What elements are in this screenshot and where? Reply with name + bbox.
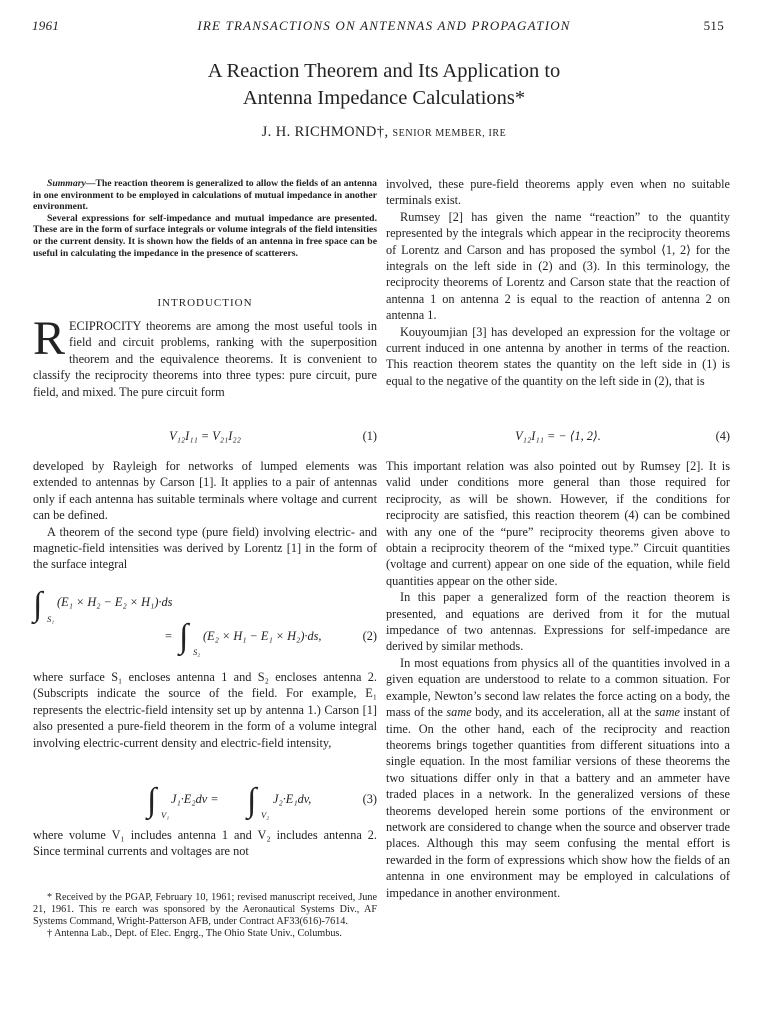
title-line-1: A Reaction Theorem and Its Application to xyxy=(207,60,561,82)
intro-text-block xyxy=(33,458,377,573)
right-paragraph-6-part-c: instant of time. On the other hand, each of the reciprocity and reaction theorems brings together quantities from different situations into a single equation. In the most familiar versions of these theorems the two situations differ only in that a battery and an ammeter have traded places in a network. In the generalized versions of these theorems developed herein some portions of the environment or network are considered to change when the source and observer trade places. Although this may seem confusing the mental effort is rewarded in the form of expressions which show how the fields of an antenna in one environment may be employed in calculations of impedance in another environment. xyxy=(386,705,730,900)
right-column-top xyxy=(386,176,730,389)
equation-2a-body: (E₁ × H₂ − E₂ × H₁)·ds xyxy=(57,595,173,609)
summary-abstract xyxy=(33,178,377,259)
right-paragraph-3: Kouyoumjian [3] has developed an expression for the voltage or current induced in one antenna by another in terms of the reaction. This reaction theorem states the quantity on the left side in (1) is equal to the negative of the quantity on the left side in (2), that is xyxy=(386,324,730,388)
integral-sign: ∫ xyxy=(247,782,257,819)
footnote-received: * Received by the PGAP, February 10, 1961; revised manuscript received, June 21, 1961. This re earch was sponsored by the Aeronautical Systems Div., AF Systems Command, Wright-Patterson AFB, under Contract AF33(616)-7614. xyxy=(33,892,377,927)
summary-text-2: Several expressions for self-impedance and mutual impedance are presented. These are in the form of surface integrals or volume integrals of the field intensities or the current density. It is shown how the fields of an antenna in free space can be useful in calculating the impedance in the presence of scatterers. xyxy=(33,212,377,259)
integral-sign: ∫ xyxy=(33,586,43,623)
equation-4-number: (4) xyxy=(715,429,730,443)
title-line-2: Antenna Impedance Calculations* xyxy=(242,87,526,109)
equation-3-number: (3) xyxy=(362,792,377,806)
equation-3 xyxy=(33,784,377,820)
right-paragraph-6-part-b: body, and its acceleration, all at the xyxy=(471,705,655,720)
equation-2 xyxy=(33,586,377,666)
equation-4-body: V₁₂I₁₁ = − ⟨1, 2⟩. xyxy=(515,429,601,443)
drop-cap: R xyxy=(33,312,66,365)
footnotes xyxy=(33,892,377,940)
equation-3-right-subscript: V₂ xyxy=(261,810,270,820)
right-paragraph-2: Rumsey [2] has given the name “reaction” to the quantity represented by the integrals which appear in the reciprocity theorems of Lorentz and Carson and has proposed the symbol ⟨1, 2⟩ for the integrals on the left side in (2) and (3). In this terminology, the reciprocity theorems of Lorentz and Carson state that the reaction of antenna 1 on antenna 2 is equal to the reaction of antenna 2 on antenna 1. xyxy=(386,209,730,323)
equation-2b-subscript: S₂ xyxy=(193,647,201,657)
summary-label: Summary xyxy=(47,178,86,189)
intro-paragraph-3: A theorem of the second type (pure field) involving electric- and magnetic-field intensities was derived by Lorentz [1] in the form of the surface integral xyxy=(33,524,377,572)
right-paragraph-5: In this paper a generalized form of the reaction theorem is presented, and equations are derived from it for the mutual impedance of two antennas. Expressions for self-impedance are derived by similar methods. xyxy=(386,590,730,654)
equation-3-left-subscript: V₁ xyxy=(161,810,170,820)
header-year: 1961 xyxy=(32,18,60,33)
equation-2b-equals: = xyxy=(165,629,172,643)
equation-2-number: (2) xyxy=(362,629,377,643)
right-paragraph-1: involved, these pure-field theorems apply even when no suitable terminals exist. xyxy=(386,177,730,208)
header-journal: IRE TRANSACTIONS ON ANTENNAS AND PROPAGATION xyxy=(197,18,571,33)
section-heading-introduction: INTRODUCTION xyxy=(157,297,253,309)
author-role: SENIOR MEMBER, IRE xyxy=(392,128,507,139)
right-column-bottom xyxy=(386,458,730,901)
intro-first-word: ECIPROCITY xyxy=(69,319,141,333)
equation-4 xyxy=(386,428,730,446)
equation-1-number: (1) xyxy=(362,429,377,443)
emphasis-same: same xyxy=(654,705,680,720)
integral-sign: ∫ xyxy=(179,618,189,655)
intro-paragraph-5: where volume V₁ includes antenna 1 and V₂ includes antenna 2. Since terminal currents and voltages are not xyxy=(33,828,377,859)
equation-3-left-body: J₁·E₂dv = xyxy=(171,792,219,806)
intro-paragraph-4: where surface S₁ encloses antenna 1 and S₂ encloses antenna 2. (Subscripts indicate the source of the field. For example, E₁ represents the electric-field intensity set up by antenna 1.) Carson [1] also presented a pure-field theorem in the form of a volume integral involving electric-current density and electric-field intensity, xyxy=(33,670,377,750)
intro-paragraph-2: developed by Rayleigh for networks of lumped elements was extended to antennas by Carson [1]. It applies to a pair of antennas only if each antenna has suitable terminals where voltage and current can be defined. xyxy=(33,459,377,523)
integral-sign: ∫ xyxy=(147,782,157,819)
right-paragraph-6-part-a: In most equations from physics all of the quantities involved in a given equation are understood to relate to a common situation. For example, Newton’s second law relates the force acting on a body, the mass of the xyxy=(386,655,730,720)
equation-2b-body: (E₂ × H₁ − E₁ × H₂)·ds, xyxy=(203,629,322,643)
header-page-number: 515 xyxy=(703,18,724,33)
equation-1 xyxy=(33,428,377,446)
summary-text-1: —The reaction theorem is generalized to allow the fields of an antenna in one environment to be employed in calculations of mutual impedance in another environment. xyxy=(33,178,377,213)
right-paragraph-4: This important relation was also pointed out by Rumsey [2]. It is valid under conditions more general than those required for reciprocity, as will be shown. However, if the conditions for reciprocity are satisfied, this reaction theorem (4) can be combined with any one of the “pure” reciprocity theorems given above to obtain a reciprocity theorem of the “mixed type.” Circuit quantities (voltage and current) appear on one side of the equation, while field quantities appear on the other side. xyxy=(386,459,730,588)
equation-3-right-body: J₂·E₁dv, xyxy=(273,792,312,806)
footnote-affiliation: † Antenna Lab., Dept. of Elec. Engrg., The Ohio State Univ., Columbus. xyxy=(47,928,342,939)
author-line xyxy=(0,124,768,141)
author-name: J. H. RICHMOND†, xyxy=(261,124,389,140)
intro-paragraph-1 xyxy=(33,312,377,400)
right-paragraph-6 xyxy=(386,655,730,901)
equation-2a-subscript: S₁ xyxy=(47,614,55,624)
emphasis-same: same xyxy=(446,705,472,720)
paper-title xyxy=(0,58,768,112)
intro-p1-text: theorems are among the most useful tools in field and circuit problems, ranking with the superposition theorem and the equivalence theorems. It is convenient to classify the reciprocity theorems into three types: pure circuit, pure field, and mixed. The pure circuit form xyxy=(33,319,377,399)
equation-1-body: V₁₂I₁₁ = V₂₁I₂₂ xyxy=(169,429,241,443)
